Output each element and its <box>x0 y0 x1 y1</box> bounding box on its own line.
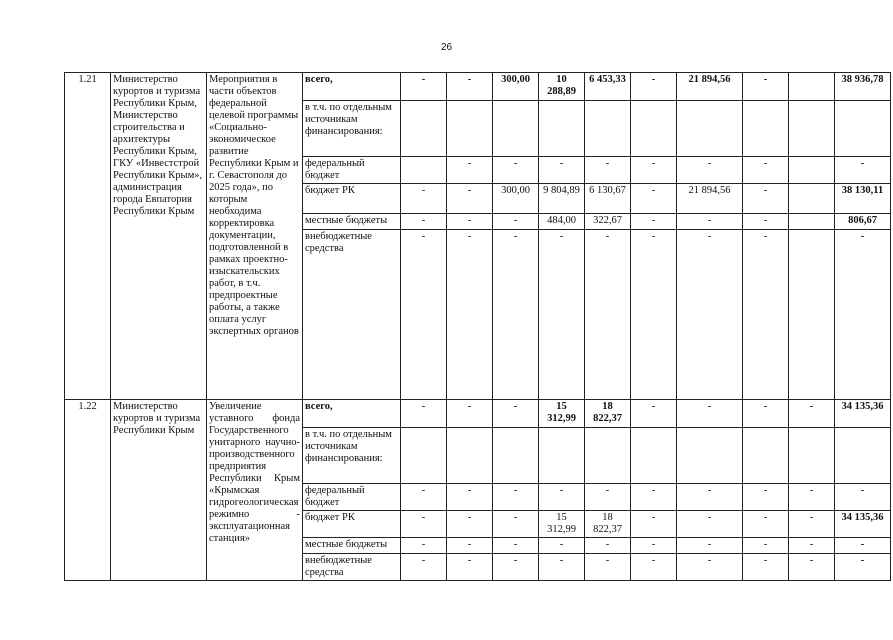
funding-source-cell: внебюджетные средства <box>303 554 401 581</box>
funding-source-cell: всего, <box>303 400 401 428</box>
value-cell: 21 894,56 <box>677 184 743 214</box>
value-cell: - <box>447 538 493 554</box>
total-cell: 34 135,36 <box>835 511 891 538</box>
total-cell: - <box>835 484 891 511</box>
value-cell <box>789 184 835 214</box>
value-cell: 6 130,67 <box>585 184 631 214</box>
value-cell: - <box>493 230 539 400</box>
value-cell: - <box>631 484 677 511</box>
value-cell: - <box>677 400 743 428</box>
value-cell: - <box>585 484 631 511</box>
value-cell: - <box>447 214 493 230</box>
value-cell: 322,67 <box>585 214 631 230</box>
funding-source-cell: федеральный бюджет <box>303 157 401 184</box>
value-cell: - <box>539 554 585 581</box>
value-cell: - <box>631 538 677 554</box>
value-cell: - <box>743 400 789 428</box>
value-cell: - <box>631 554 677 581</box>
funding-source-cell: местные бюджеты <box>303 214 401 230</box>
funding-source-cell: местные бюджеты <box>303 538 401 554</box>
value-cell: - <box>585 554 631 581</box>
funding-source-cell: в т.ч. по отдельным источникам финансирования: <box>303 101 401 157</box>
value-cell: - <box>631 400 677 428</box>
value-cell: - <box>789 554 835 581</box>
value-cell: - <box>493 484 539 511</box>
value-cell: - <box>677 538 743 554</box>
value-cell: - <box>493 400 539 428</box>
value-cell <box>447 101 493 157</box>
funding-source-cell: внебюджетные средства <box>303 230 401 400</box>
value-cell: - <box>631 157 677 184</box>
value-cell <box>493 428 539 484</box>
value-cell <box>631 428 677 484</box>
value-cell <box>789 230 835 400</box>
value-cell: - <box>631 214 677 230</box>
value-cell: - <box>493 157 539 184</box>
executor-cell: Министерство курортов и туризма Республики Крым <box>111 400 207 581</box>
table-row <box>65 73 891 101</box>
total-cell: 806,67 <box>835 214 891 230</box>
value-cell <box>401 157 447 184</box>
value-cell: - <box>447 554 493 581</box>
measure-cell: Мероприятия в части объектов федеральной целевой программы «Социально-экономическое развитие Республики Крым и г. Севастополя до 2025 года», по которым необходима корректировка документации, подготовленной в рамках проектно-изыскательских работ, в т.ч. предпроектные работы, а также оплата услуг экспертных органов <box>207 73 303 400</box>
value-cell: - <box>401 184 447 214</box>
value-cell <box>493 101 539 157</box>
value-cell: - <box>447 484 493 511</box>
value-cell: - <box>447 400 493 428</box>
value-cell: - <box>743 538 789 554</box>
value-cell: - <box>447 230 493 400</box>
value-cell: 484,00 <box>539 214 585 230</box>
funding-source-cell: бюджет РК <box>303 184 401 214</box>
value-cell: - <box>743 214 789 230</box>
value-cell: - <box>447 73 493 101</box>
value-cell: - <box>401 538 447 554</box>
value-cell: 6 453,33 <box>585 73 631 101</box>
value-cell <box>789 157 835 184</box>
total-cell <box>835 428 891 484</box>
value-cell: - <box>493 511 539 538</box>
value-cell <box>743 101 789 157</box>
value-cell: - <box>539 538 585 554</box>
value-cell: 9 804,89 <box>539 184 585 214</box>
value-cell: - <box>401 230 447 400</box>
funding-source-cell: федеральный бюджет <box>303 484 401 511</box>
value-cell <box>743 428 789 484</box>
value-cell: - <box>677 484 743 511</box>
total-cell <box>835 101 891 157</box>
value-cell: - <box>743 554 789 581</box>
total-cell: 38 936,78 <box>835 73 891 101</box>
value-cell <box>789 73 835 101</box>
total-cell: - <box>835 157 891 184</box>
value-cell: - <box>539 157 585 184</box>
value-cell: 15 312,99 <box>539 511 585 538</box>
value-cell <box>447 428 493 484</box>
value-cell <box>677 428 743 484</box>
value-cell <box>401 428 447 484</box>
value-cell: - <box>493 214 539 230</box>
value-cell: - <box>631 230 677 400</box>
total-cell: - <box>835 554 891 581</box>
value-cell: - <box>677 157 743 184</box>
row-index: 1.22 <box>65 400 111 581</box>
value-cell <box>789 214 835 230</box>
page-number: 26 <box>440 42 453 53</box>
value-cell: - <box>789 400 835 428</box>
measure-cell: Увеличение уставного фонда Государственного унитарного научно-производственного предприятия Республики Крым «Крымская гидрогеологическая режимно - эксплуатационная станция» <box>207 400 303 581</box>
value-cell <box>539 101 585 157</box>
value-cell: - <box>677 511 743 538</box>
value-cell: - <box>401 214 447 230</box>
total-cell: - <box>835 230 891 400</box>
value-cell <box>585 101 631 157</box>
funding-source-cell: в т.ч. по отдельным источникам финансирования: <box>303 428 401 484</box>
value-cell: 15 312,99 <box>539 400 585 428</box>
value-cell <box>789 101 835 157</box>
value-cell: - <box>743 184 789 214</box>
row-index: 1.21 <box>65 73 111 400</box>
value-cell <box>539 428 585 484</box>
value-cell: - <box>631 511 677 538</box>
value-cell: 300,00 <box>493 184 539 214</box>
value-cell: - <box>447 511 493 538</box>
value-cell: - <box>401 484 447 511</box>
value-cell: - <box>539 230 585 400</box>
executor-cell: Министерство курортов и туризма Республики Крым, Министерство строительства и архитектуры Республики Крым, ГКУ «Инвестстрой Республики Крым», администрация города Евпатория Республики Крым <box>111 73 207 400</box>
value-cell <box>631 101 677 157</box>
value-cell <box>677 101 743 157</box>
value-cell: - <box>631 73 677 101</box>
value-cell: - <box>743 484 789 511</box>
value-cell: - <box>401 554 447 581</box>
value-cell: - <box>789 511 835 538</box>
value-cell: - <box>493 554 539 581</box>
value-cell: - <box>447 157 493 184</box>
value-cell: - <box>539 484 585 511</box>
funding-source-cell: всего, <box>303 73 401 101</box>
table-row <box>65 400 891 428</box>
value-cell: - <box>585 538 631 554</box>
value-cell: - <box>743 157 789 184</box>
total-cell: 34 135,36 <box>835 400 891 428</box>
funding-source-cell: бюджет РК <box>303 511 401 538</box>
value-cell: - <box>677 230 743 400</box>
value-cell: - <box>743 511 789 538</box>
value-cell: 300,00 <box>493 73 539 101</box>
value-cell: - <box>447 184 493 214</box>
total-cell: - <box>835 538 891 554</box>
value-cell <box>401 101 447 157</box>
value-cell <box>789 428 835 484</box>
value-cell: - <box>677 554 743 581</box>
value-cell: - <box>677 214 743 230</box>
value-cell: - <box>631 184 677 214</box>
value-cell: - <box>493 538 539 554</box>
value-cell: 10 288,89 <box>539 73 585 101</box>
value-cell: 18 822,37 <box>585 511 631 538</box>
value-cell: - <box>743 230 789 400</box>
value-cell: 18 822,37 <box>585 400 631 428</box>
value-cell: - <box>789 484 835 511</box>
value-cell: - <box>401 400 447 428</box>
value-cell: - <box>789 538 835 554</box>
value-cell: 21 894,56 <box>677 73 743 101</box>
value-cell: - <box>743 73 789 101</box>
value-cell: - <box>401 511 447 538</box>
budget-table <box>64 72 891 581</box>
value-cell: - <box>585 230 631 400</box>
value-cell: - <box>401 73 447 101</box>
value-cell: - <box>585 157 631 184</box>
total-cell: 38 130,11 <box>835 184 891 214</box>
value-cell <box>585 428 631 484</box>
